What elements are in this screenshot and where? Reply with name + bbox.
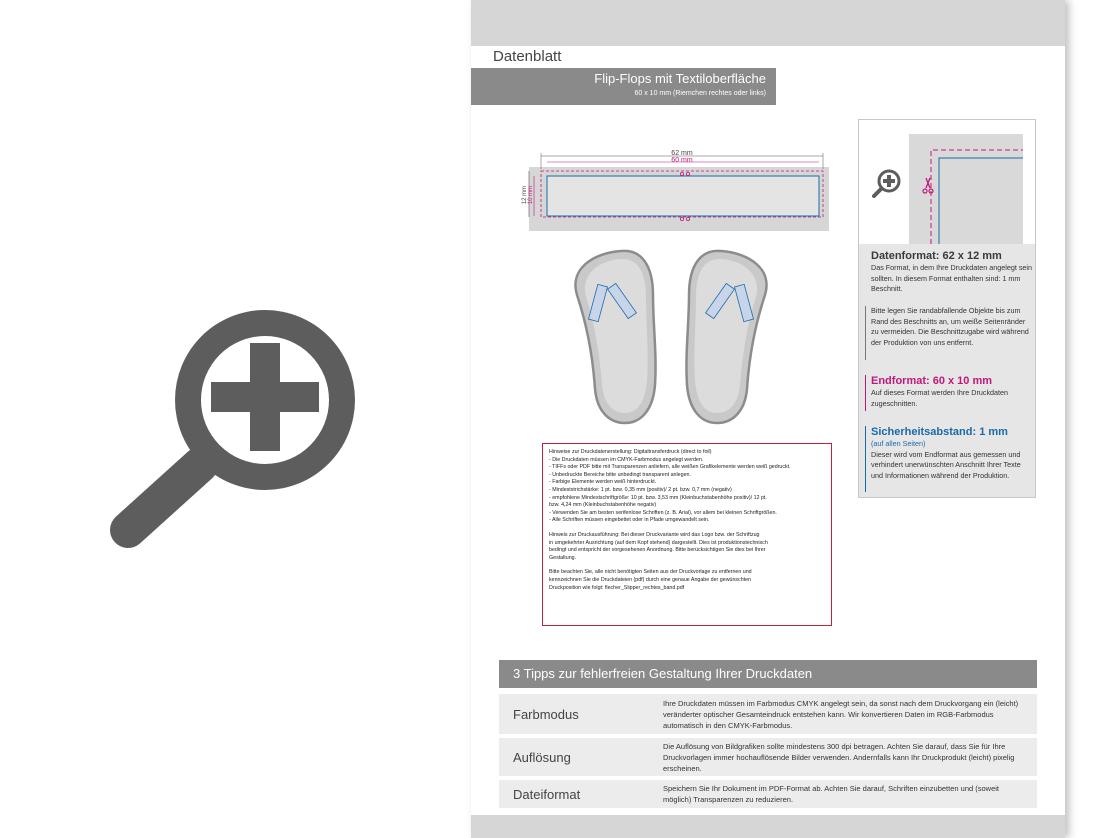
datenformat-text: Das Format, in dem Ihre Druckdaten angelegt sein sollten. In diesem Format enthalten sind: 1 mm Beschnitt. [871,263,1032,293]
datasheet-page [471,0,1065,838]
format-drawing [519,145,839,235]
corner-preview [859,120,1035,244]
tip-text: Die Auflösung von Bildgrafiken sollte mindestens 300 dpi betragen. Achten Sie darauf, dass Sie für Ihre Druckvorlagen immer hochauflösende Bilder verwenden. Andernfalls kann Ihr Druckprodukt (leicht) pixelig erscheinen. [663,742,1015,773]
datenformat-title: Datenformat: 62 x 12 mm [871,250,1002,262]
sicherheit-title: Sicherheitsabstand: 1 mm [871,426,1008,438]
hint-line: - Alle Schriften müssen eingebettet oder in Pfade umgewandelt sein. [549,517,710,524]
sicherheit-section [871,426,1033,481]
hint-para2-line: bedingt und entspricht der vorgesehenen Anordnung. Bitte berücksichtigen Sie dies bei Ihrer [549,547,766,554]
endformat-title: Endformat: 60 x 10 mm [871,375,993,387]
hint-line: - empfohlene Mindestschriftgröße: 10 pt. bzw. 3,53 mm (Kleinbuchstabenhöhe positiv)/ 12 pt. [549,494,767,501]
right-flip-flop [686,251,766,423]
product-title: Flip-Flops mit Textiloberfläche [594,71,766,86]
hint-line: - Mindeststrichstärke: 1 pt. bzw. 0,35 mm (positiv)/ 2 pt. bzw. 0,7 mm (negativ) [549,486,732,493]
hint-line: - TIFFs oder PDF bitte mit Transparenzen anliefern, alle weißen Grafikelemente werden weiß gedruckt. [549,464,791,471]
hint-line: bzw. 4,24 mm (Kleinbuchstabenhöhe negativ) [549,502,657,509]
hint-para2-line: Hinweis zur Druckausführung: Bei dieser Druckvariante wird das Logo bzw. der Schriftzug [549,531,760,538]
zoom-in-icon[interactable] [100,300,360,560]
datenformat-section [871,250,1033,295]
tip-row-aufloesung [499,738,1037,776]
endformat-text: Auf dieses Format werden Ihre Druckdaten zugeschnitten. [871,388,1009,408]
tip-label: Auflösung [513,750,571,765]
hint-line: - Verwenden Sie am besten serifenlose Schriften (z. B. Arial), vor allem bei kleinen Schriftgrößen. [549,509,777,516]
format-side-panel [858,119,1036,498]
beschnitt-section [871,306,1033,348]
tip-text: Speichern Sie Ihr Dokument im PDF-Format ab. Achten Sie darauf, Schriften einzubetten und (soweit möglich) Transparenzen zu reduzieren. [663,784,999,804]
tip-text: Ihre Druckdaten müssen im Farbmodus CMYK angelegt sein, da sonst nach dem Druckvorgang ein (leicht) veränderter optischer Gesamteindruck entstehen kann. Wir konvertieren Daten im RGB-Farbmodus automatisch in den CMYK-Farbmodus. [663,699,1019,730]
hint-para3-line: Bitte beachten Sie, alle nicht benötigten Seiten aus der Druckvorlage zu entfernen und [549,569,752,576]
tips-header: 3 Tipps zur fehlerfreien Gestaltung Ihrer Druckdaten [499,660,1037,688]
tip-row-farbmodus [499,694,1037,734]
hint-para2-line: Gestaltung. [549,554,577,561]
zoom-in-icon[interactable] [874,171,899,196]
sicherheit-text: Dieser wird vom Endformat aus gemessen und verhindert unerwünschten Anschnitt Ihrer Texte und Informationen während der Produktion. [871,449,1021,480]
outer-width-label: 62 mm [671,150,693,157]
outer-height-label: 12 mm [522,185,528,205]
top-band [471,0,1065,46]
hint-para3-line: Druckposition wie folgt: flecher_Slipper_rechtes_band.pdf [549,584,685,591]
beschnitt-text: Bitte legen Sie randabfallende Objekte bis zum Rand des Beschnitts an, um weiße Seitenränder zu vermeiden. Die Beschnittzugabe wird während der Produktion von uns entfernt. [871,306,1029,347]
inner-height-label: 10 mm [528,185,534,205]
left-flip-flop [575,251,655,423]
datasheet-tab: Datenblatt [471,46,591,68]
hint-line: - Die Druckdaten müssen im CMYK-Farbmodus angelegt werden. [549,456,704,463]
product-title-bar [471,68,776,105]
hint-line: - Farbige Elemente werden weiß hinterdruckt. [549,479,657,486]
endformat-section [871,375,1033,409]
tip-row-dateiformat [499,780,1037,808]
hints-heading: Hinweise zur Druckdatenerstellung: Digitaltransferdruck (direct to foil) [549,449,712,455]
hint-para3-line: kennzeichnen Sie die Druckdateien (pdf) durch eine genaue Angabe der gewünschten [549,576,752,583]
tip-label: Dateiformat [513,787,581,802]
sicherheit-sub: (auf allen Seiten) [871,439,926,448]
bottom-band [471,815,1065,838]
hint-para2-line: in umgekehrter Ausrichtung (auf dem Kopf stehend) dargestellt. Dies ist produktionstechnisch [549,539,768,546]
hint-line: - Unbedruckte Bereiche bitte unbedingt transparent anlegen. [549,471,691,478]
tip-label: Farbmodus [513,707,579,722]
product-subtitle: 60 x 10 mm (Riemchen rechtes oder links) [634,90,766,97]
inner-width-label: 60 mm [671,157,693,164]
print-hints-box [542,443,832,626]
flip-flops-illustration [571,245,781,425]
